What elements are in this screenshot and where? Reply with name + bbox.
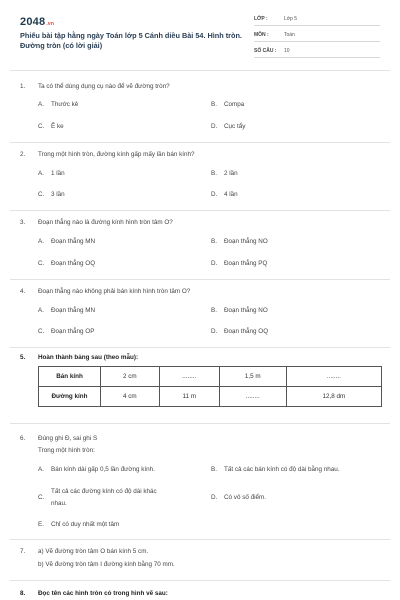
meta-count-value: 10: [284, 48, 290, 54]
table-cell: 1,5 m: [219, 367, 286, 387]
question-text: Đoạn thẳng nào là đường kính hình tròn tâm O?: [38, 219, 173, 226]
answer-option[interactable]: A. Đoạn thẳng MN: [38, 238, 96, 245]
question-subtext: Trong một hình tròn:: [38, 447, 95, 454]
question-text: b) Vẽ đường tròn tâm I đường kính bằng 70 mm.: [38, 561, 175, 568]
question-number: 1.: [20, 83, 26, 90]
meta-subject-label: MÔN :: [254, 32, 269, 38]
answer-option[interactable]: E. Chỉ có duy nhất một tâm: [38, 521, 120, 528]
answer-option[interactable]: C. Đoạn thẳng OQ: [38, 260, 96, 267]
fill-table: [38, 366, 382, 407]
worksheet-header: [0, 0, 400, 70]
worksheet-title: Phiếu bài tập hằng ngày Toán lớp 5 Cánh diều Bài 54. Hình tròn. Đường tròn (có lời giải): [20, 31, 242, 50]
divider: [10, 423, 390, 424]
table-row-header: Đường kính: [39, 387, 101, 407]
table-cell: 12,8 dm: [286, 387, 381, 407]
question-text: a) Vẽ đường tròn tâm O bán kính 5 cm.: [38, 548, 149, 555]
table-cell-blank[interactable]: ........: [219, 387, 286, 407]
answer-option[interactable]: A. Thước kẻ: [38, 101, 79, 108]
table-row: [39, 387, 382, 407]
divider: [10, 142, 390, 143]
answer-option[interactable]: D. 4 lần: [211, 191, 238, 198]
question-number: 3.: [20, 219, 26, 226]
table-cell: 4 cm: [101, 387, 160, 407]
question-text: Hoàn thành bảng sau (theo mẫu):: [38, 354, 139, 361]
table-cell-blank[interactable]: ........: [286, 367, 381, 387]
table-row: [39, 367, 382, 387]
meta-question-count: [254, 46, 380, 58]
divider: [10, 580, 390, 581]
answer-option[interactable]: D. Có vô số điểm.: [211, 494, 266, 501]
table-cell: 2 cm: [101, 367, 160, 387]
meta-class: [254, 14, 380, 26]
site-logo[interactable]: [20, 16, 54, 28]
meta-subject-value: Toán: [284, 32, 295, 38]
answer-option[interactable]: B. Đoạn thẳng NO: [211, 307, 268, 314]
answer-option[interactable]: A. Đoạn thẳng MN: [38, 307, 96, 314]
table-cell: 11 m: [159, 387, 219, 407]
question-number: 2.: [20, 151, 26, 158]
question-text: Trong một hình tròn, đường kính gấp mấy lần bán kính?: [38, 151, 195, 158]
question-number: 8.: [20, 590, 26, 597]
answer-option-label: C.: [38, 494, 45, 501]
answer-option[interactable]: C. Ê ke: [38, 123, 64, 130]
question-number: 4.: [20, 288, 26, 295]
divider: [10, 210, 390, 211]
meta-count-label: SỐ CÂU :: [254, 48, 277, 54]
meta-class-value: Lớp 5: [284, 16, 298, 22]
answer-option[interactable]: A. Bán kính dài gấp 0,5 lần đường kính.: [38, 466, 155, 473]
table-row-header: Bán kính: [39, 367, 101, 387]
answer-option[interactable]: D. Đoạn thẳng OQ: [211, 328, 269, 335]
divider: [10, 279, 390, 280]
answer-option[interactable]: B. Compa: [211, 101, 245, 108]
answer-option-cont: nhau.: [51, 500, 67, 507]
answer-option[interactable]: D. Đoạn thẳng PQ: [211, 260, 268, 267]
question-text: Ta có thể dùng dụng cụ nào để vẽ đường tròn?: [38, 83, 170, 90]
answer-option[interactable]: C. Đoạn thẳng OP: [38, 328, 95, 335]
meta-subject: [254, 30, 380, 42]
question-number: 6.: [20, 435, 26, 442]
table-cell-blank[interactable]: ........: [159, 367, 219, 387]
answer-option[interactable]: B. Tất cả các bán kính có độ dài bằng nhau.: [211, 466, 340, 473]
divider: [10, 70, 390, 71]
meta-class-label: LỚP :: [254, 16, 268, 22]
answer-option[interactable]: B. Đoạn thẳng NO: [211, 238, 268, 245]
question-number: 5.: [20, 354, 26, 361]
question-text: Đúng ghi Đ, sai ghi S: [38, 435, 98, 442]
answer-option[interactable]: B. 2 lần: [211, 170, 238, 177]
logo-suffix: .vn: [46, 21, 55, 27]
question-text: Đoạn thẳng nào không phải bán kính hình tròn tâm O?: [38, 288, 191, 295]
answer-option[interactable]: A. 1 lần: [38, 170, 65, 177]
answer-option[interactable]: Tất cả các đường kính có độ dài khác: [51, 488, 157, 495]
question-text: Đọc tên các hình tròn có trong hình vẽ sau:: [38, 590, 168, 597]
answer-option[interactable]: C. 3 lần: [38, 191, 65, 198]
divider: [10, 539, 390, 540]
divider: [10, 347, 390, 348]
answer-option[interactable]: D. Cục tẩy: [211, 123, 246, 130]
logo-text: 2048: [20, 16, 46, 28]
question-number: 7.: [20, 548, 26, 555]
